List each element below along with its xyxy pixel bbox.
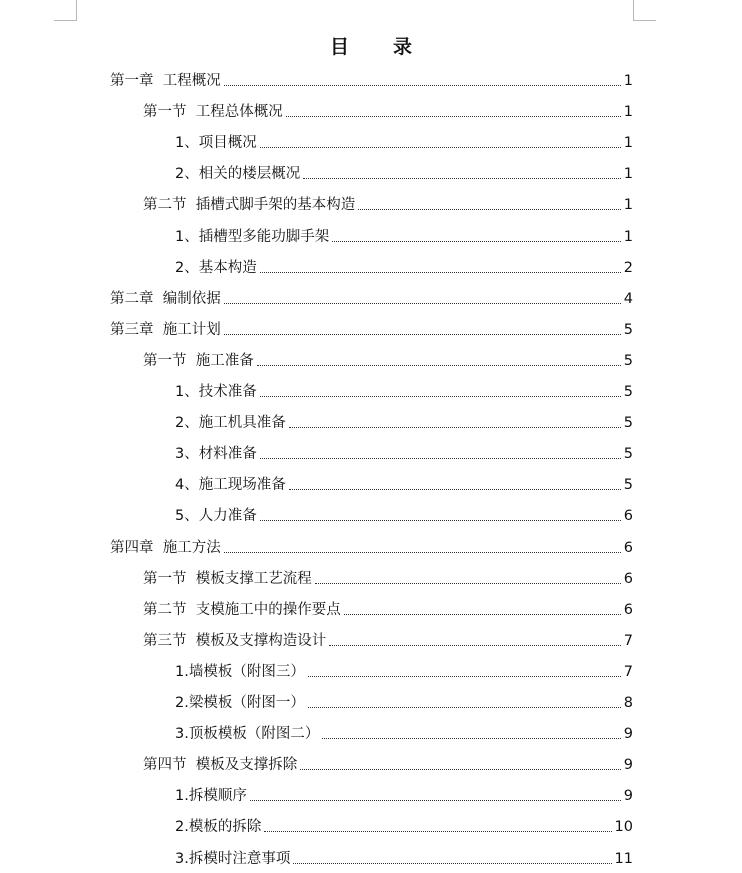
toc-entry-page-number: 5: [623, 446, 633, 463]
toc-entry[interactable]: [175, 133, 633, 153]
toc-entry-page-number: 1: [623, 104, 633, 121]
toc-entry-page-number: 1: [623, 73, 633, 89]
toc-entry[interactable]: [175, 227, 633, 247]
toc-entry-label: 2、施工机具准备: [175, 415, 286, 432]
toc-entry-label: 第二节 插槽式脚手架的基本构造: [143, 197, 356, 214]
toc-entry-label: 第一章 工程概况: [110, 73, 221, 89]
toc-dot-leader: [250, 800, 621, 801]
toc-dot-leader: [329, 645, 621, 646]
toc-dot-leader: [257, 365, 621, 366]
toc-entry-label: 第四章 施工方法: [110, 539, 221, 556]
toc-dot-leader: [224, 334, 621, 335]
toc-entry[interactable]: [175, 382, 633, 402]
toc-dot-leader: [260, 396, 621, 397]
toc-entry-label: 1、插槽型多能功脚手架: [175, 228, 330, 245]
toc-title: [0, 32, 742, 59]
toc-dot-leader: [322, 738, 620, 739]
toc-entry[interactable]: [143, 195, 633, 215]
toc-dot-leader: [300, 769, 621, 770]
toc-dot-leader: [224, 552, 621, 553]
toc-entry[interactable]: [175, 164, 633, 184]
toc-entry[interactable]: [175, 724, 633, 744]
toc-entry[interactable]: [175, 475, 633, 495]
toc-entry[interactable]: [143, 755, 633, 775]
toc-entry-label: 第三节 模板及支撑构造设计: [143, 632, 327, 649]
toc-entry[interactable]: [143, 631, 633, 651]
toc-entry-page-number: 8: [623, 695, 633, 711]
toc-entry-page-number: 5: [623, 384, 633, 400]
toc-entry-page-number: 7: [623, 663, 633, 680]
toc-entry-page-number: 1: [623, 135, 633, 152]
toc-dot-leader: [224, 303, 621, 304]
toc-entry-page-number: 9: [623, 726, 633, 743]
toc-dot-leader: [308, 676, 621, 677]
toc-entry[interactable]: [175, 786, 633, 806]
toc-dot-leader: [224, 85, 621, 86]
toc-entry-label: 第一节 模板支撑工艺流程: [143, 570, 312, 587]
toc-dot-leader: [289, 489, 621, 490]
toc-dot-leader: [260, 458, 621, 459]
toc-title-part2: 录: [393, 36, 413, 58]
toc-dot-leader: [303, 178, 621, 179]
toc-entry[interactable]: [143, 102, 633, 122]
toc-dot-leader: [315, 583, 621, 584]
toc-entry-label: 1.墙模板（附图三）: [175, 663, 305, 680]
toc-entry[interactable]: [143, 351, 633, 371]
toc-entry-page-number: 5: [623, 321, 633, 338]
toc-entry-page-number: 10: [614, 819, 633, 836]
toc-entry-label: 1、技术准备: [175, 384, 257, 400]
toc-entry[interactable]: [143, 569, 633, 589]
toc-entry-page-number: 4: [623, 290, 633, 307]
toc-entry[interactable]: [175, 506, 633, 526]
toc-entry-page-number: 6: [623, 539, 633, 556]
toc-title-part1: 目: [329, 36, 349, 58]
toc-entry[interactable]: [175, 258, 633, 278]
toc-entry[interactable]: [143, 600, 633, 620]
toc-entry-page-number: 5: [623, 477, 633, 494]
toc-entry-label: 3.顶板模板（附图二）: [175, 726, 320, 743]
toc-entry-label: 第三章 施工计划: [110, 321, 221, 338]
toc-dot-leader: [286, 116, 621, 117]
toc-entry[interactable]: [175, 849, 633, 869]
toc-dot-leader: [260, 520, 621, 521]
toc-entry-label: 第四节 模板及支撑拆除: [143, 757, 298, 774]
toc-dot-leader: [308, 707, 621, 708]
toc-entry-label: 2.模板的拆除: [175, 819, 262, 836]
toc-entry-page-number: 9: [623, 788, 633, 805]
toc-entry-page-number: 6: [623, 570, 633, 587]
toc-entry-page-number: 1: [623, 197, 633, 214]
toc-entry-page-number: 5: [623, 352, 633, 369]
toc-entry[interactable]: [175, 662, 633, 682]
toc-dot-leader: [293, 863, 611, 864]
toc-dot-leader: [260, 272, 621, 273]
toc-entry[interactable]: [175, 817, 633, 837]
toc-entry[interactable]: [175, 444, 633, 464]
toc-entry[interactable]: [175, 693, 633, 713]
toc-entry-label: 3.拆模时注意事项: [175, 850, 291, 867]
toc-dot-leader: [289, 427, 621, 428]
toc-entry-label: 第二章 编制依据: [110, 290, 221, 307]
toc-entry-label: 1.拆模顺序: [175, 788, 247, 805]
toc-entry[interactable]: [175, 413, 633, 433]
toc-dot-leader: [358, 209, 621, 210]
toc-entry-page-number: 2: [623, 259, 633, 276]
toc-entry-label: 第二节 支模施工中的操作要点: [143, 601, 341, 618]
toc-entry-page-number: 5: [623, 415, 633, 432]
toc-entry-label: 1、项目概况: [175, 135, 257, 152]
toc-entry-label: 4、施工现场准备: [175, 477, 286, 494]
toc-entry-page-number: 6: [623, 601, 633, 618]
toc-dot-leader: [264, 831, 611, 832]
toc-entry-label: 第一节 工程总体概况: [143, 104, 283, 121]
toc-entry[interactable]: [110, 289, 633, 309]
toc-entry-label: 第一节 施工准备: [143, 352, 254, 369]
toc-entry[interactable]: [110, 71, 633, 91]
toc-dot-leader: [260, 147, 621, 148]
toc-entry[interactable]: [110, 538, 633, 558]
toc-entry-label: 2.梁模板（附图一）: [175, 695, 305, 711]
page-corner-mark-top-left: [54, 0, 77, 21]
toc-entry[interactable]: [110, 320, 633, 340]
toc-entry-page-number: 1: [623, 166, 633, 183]
toc-entry-page-number: 7: [623, 632, 633, 649]
toc-dot-leader: [332, 241, 621, 242]
toc-entry-label: 2、相关的楼层概况: [175, 166, 301, 183]
toc-entry-page-number: 1: [623, 228, 633, 245]
toc-dot-leader: [344, 614, 621, 615]
toc-entry-page-number: 6: [623, 508, 633, 525]
toc-entry-page-number: 11: [614, 850, 633, 867]
page-corner-mark-top-right: [633, 0, 656, 21]
toc-entry-page-number: 9: [623, 757, 633, 774]
toc-entry-label: 2、基本构造: [175, 259, 257, 276]
toc-entry-label: 3、材料准备: [175, 446, 257, 463]
toc-entry-label: 5、人力准备: [175, 508, 257, 525]
